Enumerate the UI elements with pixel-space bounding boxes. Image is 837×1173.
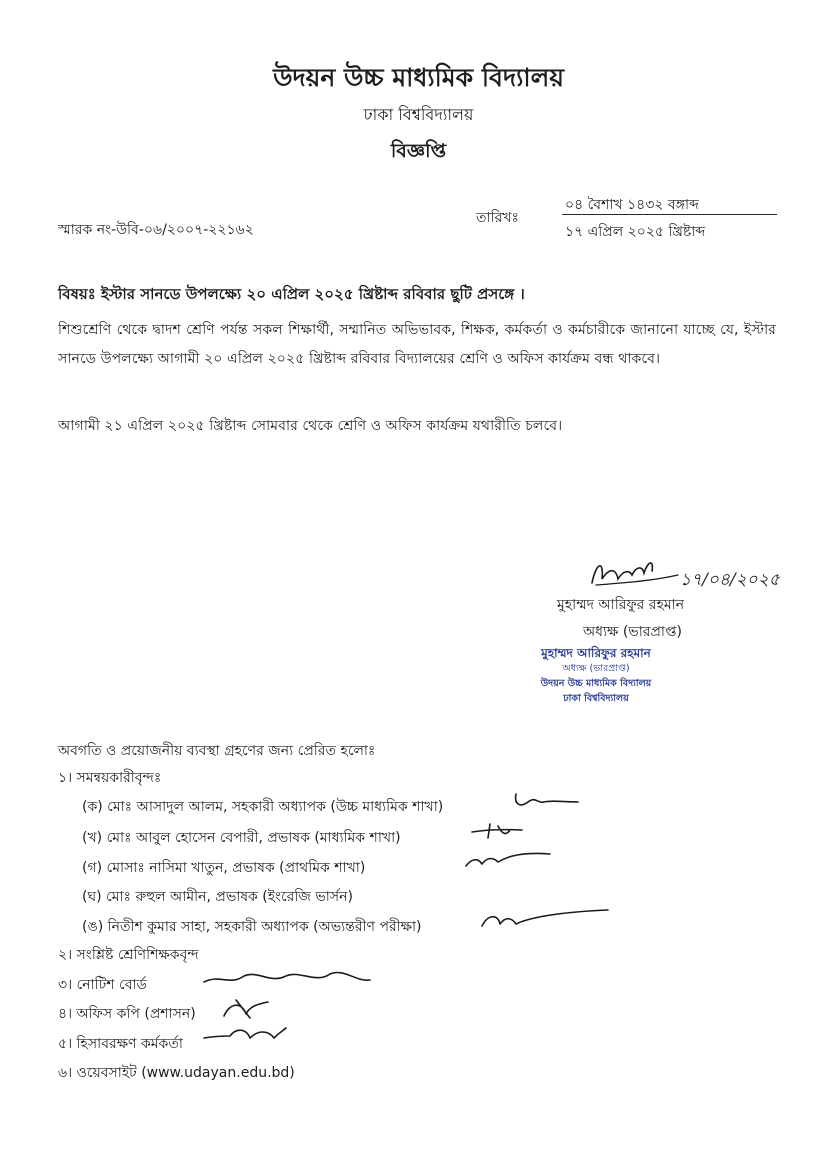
signature-date: ১৭/০৪/২০২৫	[680, 570, 780, 590]
seal-name: মুহাম্মদ আরিফুর রহমান	[541, 646, 651, 660]
initial-mark-ka	[512, 788, 582, 816]
coordinator-gha: (ঘ) মোঃ রুহুল আমীন, প্রভাষক (ইংরেজি ভার্সন)	[82, 889, 353, 905]
distribution-item-1: ১। সমন্বয়কারীবৃন্দঃ	[58, 770, 162, 786]
distribution-item-5: ৫। হিসাবরক্ষণ কর্মকর্তা	[58, 1036, 183, 1052]
initial-mark-ga	[462, 846, 554, 872]
coordinator-uma: (ঙ) নিতীশ কুমার সাহা, সহকারী অধ্যাপক (অভ্যন্তরীণ পরীক্ষা)	[82, 919, 422, 935]
distribution-item-2: ২। সংশ্লিষ্ট শ্রেণিশিক্ষকবৃন্দ	[58, 947, 199, 963]
coordinator-ga: (গ) মোসাঃ নাসিমা খাতুন, প্রভাষক (প্রাথমিক শাখা)	[82, 860, 366, 876]
coordinator-kha: (খ) মোঃ আবুল হোসেন বেপারী, প্রভাষক (মাধ্যমিক শাখা)	[82, 830, 401, 846]
date-label: তারিখঃ	[476, 210, 519, 226]
seal-university: ঢাকা বিশ্ববিদ্যালয়	[563, 693, 629, 704]
university-name: ঢাকা বিশ্ববিদ্যালয়	[363, 105, 474, 124]
principal-title: অধ্যক্ষ (ভারপ্রাপ্ত)	[583, 624, 682, 640]
coordinator-ka: (ক) মোঃ আসাদুল আলম, সহকারী অধ্যাপক (উচ্চ মাধ্যমিক শাখা)	[82, 799, 444, 815]
distribution-intro: অবগতি ও প্রয়োজনীয় ব্যবস্থা গ্রহণের জন্য প্রেরিত হলোঃ	[58, 743, 376, 759]
date-english: ১৭ এপ্রিল ২০২৫ খ্রিষ্টাব্দ	[565, 224, 706, 240]
date-divider	[562, 214, 777, 215]
principal-name: মুহাম্মদ আরিফুর রহমান	[557, 597, 685, 613]
body-paragraph-1: শিশুশ্রেণি থেকে দ্বাদশ শ্রেণি পর্যন্ত সকল শিক্ষার্থী, সম্মানিত অভিভাবক, শিক্ষক, কর্মকর্তা ও কর্মচারীকে জানানো যাচ্ছে যে, ইস্টার সানডে উপলক্ষ্যে আগামী ২০ এপ্রিল ২০২৫ খ্রিষ্টাব্দ রবিবার বিদ্যালয়ের শ্রেণি ও অফিস কার্যক্রম বন্ধ থাকবে।	[58, 322, 776, 367]
official-seal	[540, 646, 652, 706]
distribution-item-4: ৪। অফিস কপি (প্রশাসন)	[58, 1006, 196, 1022]
seal-title: অধ্যক্ষ (ভারপ্রাপ্ত)	[562, 663, 630, 674]
seal-school: উদয়ন উচ্চ মাধ্যমিক বিদ্যালয়	[540, 678, 652, 689]
notice-title: বিজ্ঞপ্তি	[390, 140, 447, 162]
distribution-item-3: ৩। নোটিশ বোর্ড	[58, 977, 147, 993]
memo-number: স্মারক নং-উবি-০৬/২০০৭-২২১৬২	[58, 222, 254, 238]
initial-mark-kha	[468, 820, 528, 842]
distribution-item-6: ৬। ওয়েবসাইট (www.udayan.edu.bd)	[58, 1065, 295, 1081]
date-bangla: ০৪ বৈশাখ ১৪৩২ বঙ্গাব্দ	[565, 197, 699, 213]
initial-mark-accounts	[200, 1024, 290, 1048]
subject-line: বিষয়ঃ ইস্টার সানডে উপলক্ষ্যে ২০ এপ্রিল ২০২৫ খ্রিষ্টাব্দ রবিবার ছুটি প্রসঙ্গে ।	[58, 285, 525, 303]
initial-mark-uma	[478, 904, 612, 934]
body-paragraph-2: আগামী ২১ এপ্রিল ২০২৫ খ্রিষ্টাব্দ সোমবার থেকে শ্রেণি ও অফিস কার্যক্রম যথারীতি চলবে।	[58, 418, 563, 434]
initial-mark-office	[220, 996, 272, 1022]
school-name: উদয়ন উচ্চ মাধ্যমিক বিদ্যালয়	[273, 63, 564, 92]
initial-mark-notice-board	[200, 966, 375, 992]
